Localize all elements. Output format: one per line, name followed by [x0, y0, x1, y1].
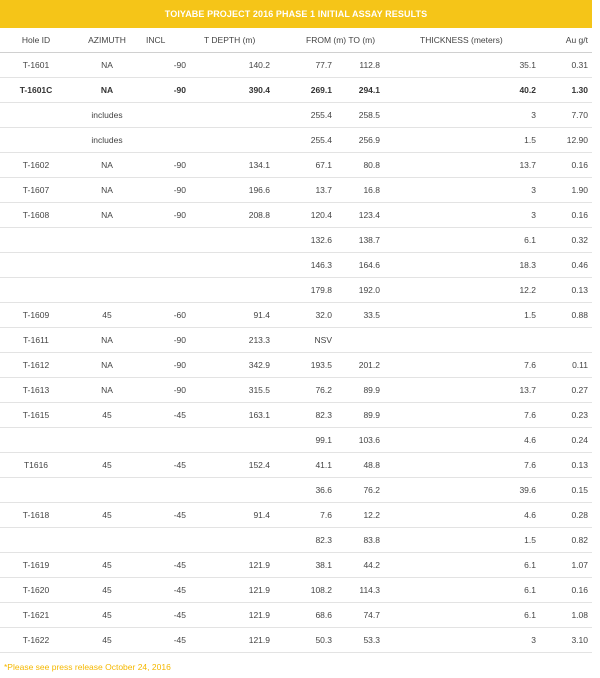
cell-thickness: 7.6	[390, 453, 542, 478]
table-row	[0, 553, 592, 578]
cell-tdepth: 315.5	[196, 378, 282, 403]
cell-azimuth: NA	[72, 353, 142, 378]
cell-hole-id: T-1613	[0, 378, 72, 403]
cell-azimuth	[72, 428, 142, 453]
cell-to: 44.2	[338, 553, 390, 578]
table-row	[0, 628, 592, 653]
cell-hole-id	[0, 103, 72, 128]
cell-tdepth: 121.9	[196, 628, 282, 653]
cell-tdepth	[196, 478, 282, 503]
cell-incl: -45	[142, 553, 196, 578]
cell-tdepth	[196, 103, 282, 128]
cell-to: 123.4	[338, 203, 390, 228]
cell-tdepth	[196, 228, 282, 253]
table-header-row	[0, 28, 592, 53]
table-row	[0, 378, 592, 403]
cell-tdepth: 213.3	[196, 328, 282, 353]
cell-from: 146.3	[282, 253, 338, 278]
cell-azimuth	[72, 253, 142, 278]
cell-to: 114.3	[338, 578, 390, 603]
cell-azimuth: NA	[72, 203, 142, 228]
cell-thickness: 13.7	[390, 378, 542, 403]
cell-tdepth: 208.8	[196, 203, 282, 228]
cell-au: 0.16	[542, 578, 592, 603]
cell-azimuth: includes	[72, 128, 142, 153]
cell-azimuth: 45	[72, 578, 142, 603]
cell-to: 12.2	[338, 503, 390, 528]
cell-incl	[142, 528, 196, 553]
cell-tdepth: 390.4	[196, 78, 282, 103]
cell-thickness: 40.2	[390, 78, 542, 103]
cell-azimuth	[72, 228, 142, 253]
cell-incl: -90	[142, 153, 196, 178]
cell-thickness: 6.1	[390, 553, 542, 578]
cell-hole-id	[0, 528, 72, 553]
cell-thickness: 1.5	[390, 128, 542, 153]
cell-to: 76.2	[338, 478, 390, 503]
table-row	[0, 128, 592, 153]
cell-incl: -90	[142, 203, 196, 228]
table-row	[0, 153, 592, 178]
cell-tdepth: 121.9	[196, 603, 282, 628]
cell-thickness: 7.6	[390, 403, 542, 428]
table-row	[0, 603, 592, 628]
cell-tdepth: 91.4	[196, 503, 282, 528]
cell-au: 0.46	[542, 253, 592, 278]
cell-hole-id	[0, 253, 72, 278]
cell-au: 0.24	[542, 428, 592, 453]
cell-tdepth: 134.1	[196, 153, 282, 178]
cell-tdepth: 140.2	[196, 53, 282, 78]
header-hole-id: Hole ID	[0, 28, 72, 53]
table-row	[0, 53, 592, 78]
cell-hole-id: T-1601C	[0, 78, 72, 103]
cell-au: 7.70	[542, 103, 592, 128]
table-row	[0, 103, 592, 128]
cell-thickness: 6.1	[390, 578, 542, 603]
cell-incl	[142, 428, 196, 453]
cell-au: 1.30	[542, 78, 592, 103]
cell-from: 67.1	[282, 153, 338, 178]
cell-au: 1.08	[542, 603, 592, 628]
cell-from: 77.7	[282, 53, 338, 78]
cell-incl	[142, 478, 196, 503]
table-row	[0, 303, 592, 328]
cell-to: 48.8	[338, 453, 390, 478]
cell-incl: -90	[142, 78, 196, 103]
assay-results-table	[0, 28, 592, 653]
cell-thickness: 1.5	[390, 528, 542, 553]
cell-thickness: 18.3	[390, 253, 542, 278]
cell-incl: -90	[142, 53, 196, 78]
cell-to	[338, 328, 390, 353]
cell-from: 36.6	[282, 478, 338, 503]
cell-tdepth	[196, 528, 282, 553]
cell-azimuth: NA	[72, 153, 142, 178]
cell-azimuth: 45	[72, 453, 142, 478]
cell-azimuth: 45	[72, 403, 142, 428]
cell-from: 269.1	[282, 78, 338, 103]
cell-au: 0.15	[542, 478, 592, 503]
cell-hole-id	[0, 478, 72, 503]
cell-incl	[142, 128, 196, 153]
cell-thickness: 3	[390, 203, 542, 228]
cell-thickness: 35.1	[390, 53, 542, 78]
cell-to: 294.1	[338, 78, 390, 103]
cell-azimuth	[72, 278, 142, 303]
cell-thickness: 7.6	[390, 353, 542, 378]
table-body	[0, 53, 592, 653]
cell-thickness: 39.6	[390, 478, 542, 503]
header-from-to: FROM (m) TO (m)	[282, 28, 390, 53]
cell-incl: -45	[142, 628, 196, 653]
cell-incl: -90	[142, 328, 196, 353]
cell-from: 50.3	[282, 628, 338, 653]
cell-incl: -90	[142, 378, 196, 403]
cell-to: 80.8	[338, 153, 390, 178]
cell-to: 112.8	[338, 53, 390, 78]
cell-to: 16.8	[338, 178, 390, 203]
table-row	[0, 178, 592, 203]
cell-tdepth: 342.9	[196, 353, 282, 378]
table-row	[0, 453, 592, 478]
cell-azimuth: 45	[72, 628, 142, 653]
cell-azimuth: 45	[72, 303, 142, 328]
cell-incl: -45	[142, 603, 196, 628]
cell-hole-id: T-1602	[0, 153, 72, 178]
header-au: Au g/t	[542, 28, 592, 53]
cell-azimuth: NA	[72, 178, 142, 203]
table-row	[0, 528, 592, 553]
cell-from: 7.6	[282, 503, 338, 528]
cell-to: 33.5	[338, 303, 390, 328]
cell-to: 164.6	[338, 253, 390, 278]
cell-au: 0.16	[542, 153, 592, 178]
cell-azimuth	[72, 528, 142, 553]
table-row	[0, 78, 592, 103]
cell-tdepth: 91.4	[196, 303, 282, 328]
cell-au: 0.88	[542, 303, 592, 328]
table-row	[0, 503, 592, 528]
cell-thickness: 13.7	[390, 153, 542, 178]
cell-to: 83.8	[338, 528, 390, 553]
cell-hole-id: T-1611	[0, 328, 72, 353]
cell-au: 0.27	[542, 378, 592, 403]
table-row	[0, 203, 592, 228]
header-incl: INCL	[142, 28, 196, 53]
cell-hole-id: T-1607	[0, 178, 72, 203]
cell-incl: -45	[142, 403, 196, 428]
cell-to: 89.9	[338, 378, 390, 403]
cell-incl: -90	[142, 178, 196, 203]
cell-from: 68.6	[282, 603, 338, 628]
cell-au: 12.90	[542, 128, 592, 153]
cell-to: 89.9	[338, 403, 390, 428]
cell-to: 256.9	[338, 128, 390, 153]
cell-tdepth: 121.9	[196, 553, 282, 578]
table-row	[0, 578, 592, 603]
cell-au: 0.13	[542, 278, 592, 303]
table-row	[0, 403, 592, 428]
cell-tdepth	[196, 128, 282, 153]
table-title: TOIYABE PROJECT 2016 PHASE 1 INITIAL ASSAY RESULTS	[0, 0, 592, 28]
cell-hole-id: T-1618	[0, 503, 72, 528]
cell-thickness: 3	[390, 103, 542, 128]
footnote: *Please see press release October 24, 2016	[4, 662, 171, 672]
cell-tdepth: 196.6	[196, 178, 282, 203]
cell-au: 3.10	[542, 628, 592, 653]
cell-au: 1.90	[542, 178, 592, 203]
cell-hole-id: T-1615	[0, 403, 72, 428]
cell-from: 38.1	[282, 553, 338, 578]
cell-hole-id: T-1620	[0, 578, 72, 603]
cell-incl: -90	[142, 353, 196, 378]
cell-hole-id	[0, 228, 72, 253]
cell-au: 0.16	[542, 203, 592, 228]
table-row	[0, 428, 592, 453]
header-thickness: THICKNESS (meters)	[390, 28, 542, 53]
cell-to: 192.0	[338, 278, 390, 303]
cell-thickness: 3	[390, 178, 542, 203]
cell-azimuth: NA	[72, 328, 142, 353]
cell-hole-id: T-1619	[0, 553, 72, 578]
table-row	[0, 478, 592, 503]
cell-from: 120.4	[282, 203, 338, 228]
cell-thickness: 4.6	[390, 428, 542, 453]
cell-azimuth: NA	[72, 378, 142, 403]
table-row	[0, 353, 592, 378]
cell-from: 99.1	[282, 428, 338, 453]
cell-azimuth: 45	[72, 503, 142, 528]
cell-from: 82.3	[282, 528, 338, 553]
header-azimuth: AZIMUTH	[72, 28, 142, 53]
cell-incl	[142, 103, 196, 128]
cell-tdepth	[196, 428, 282, 453]
cell-au: 0.32	[542, 228, 592, 253]
table-row	[0, 328, 592, 353]
cell-azimuth: 45	[72, 553, 142, 578]
cell-incl: -45	[142, 503, 196, 528]
cell-thickness: 4.6	[390, 503, 542, 528]
cell-from: 82.3	[282, 403, 338, 428]
header-tdepth: T DEPTH (m)	[196, 28, 282, 53]
cell-incl: -45	[142, 578, 196, 603]
cell-azimuth: NA	[72, 78, 142, 103]
cell-to: 138.7	[338, 228, 390, 253]
table-row	[0, 278, 592, 303]
cell-from: 41.1	[282, 453, 338, 478]
cell-from: 193.5	[282, 353, 338, 378]
cell-incl: -45	[142, 453, 196, 478]
cell-tdepth	[196, 253, 282, 278]
cell-from: 179.8	[282, 278, 338, 303]
cell-hole-id: T1616	[0, 453, 72, 478]
cell-azimuth	[72, 478, 142, 503]
cell-to: 201.2	[338, 353, 390, 378]
cell-azimuth: NA	[72, 53, 142, 78]
cell-hole-id: T-1601	[0, 53, 72, 78]
table-row	[0, 253, 592, 278]
cell-tdepth	[196, 278, 282, 303]
cell-thickness	[390, 328, 542, 353]
cell-to: 53.3	[338, 628, 390, 653]
cell-thickness: 3	[390, 628, 542, 653]
cell-au: 0.13	[542, 453, 592, 478]
cell-au	[542, 328, 592, 353]
cell-hole-id: T-1608	[0, 203, 72, 228]
cell-tdepth: 163.1	[196, 403, 282, 428]
cell-azimuth: 45	[72, 603, 142, 628]
cell-au: 0.11	[542, 353, 592, 378]
cell-au: 0.82	[542, 528, 592, 553]
table-row	[0, 228, 592, 253]
cell-from: 76.2	[282, 378, 338, 403]
cell-tdepth: 121.9	[196, 578, 282, 603]
cell-from: 32.0	[282, 303, 338, 328]
cell-from: 13.7	[282, 178, 338, 203]
cell-from: 108.2	[282, 578, 338, 603]
cell-thickness: 12.2	[390, 278, 542, 303]
cell-hole-id	[0, 278, 72, 303]
cell-incl	[142, 228, 196, 253]
cell-hole-id	[0, 428, 72, 453]
cell-from: NSV	[282, 328, 338, 353]
cell-to: 74.7	[338, 603, 390, 628]
cell-thickness: 1.5	[390, 303, 542, 328]
cell-hole-id: T-1622	[0, 628, 72, 653]
cell-incl: -60	[142, 303, 196, 328]
cell-from: 255.4	[282, 128, 338, 153]
cell-au: 0.31	[542, 53, 592, 78]
cell-incl	[142, 253, 196, 278]
cell-hole-id: T-1612	[0, 353, 72, 378]
cell-hole-id: T-1621	[0, 603, 72, 628]
cell-incl	[142, 278, 196, 303]
cell-thickness: 6.1	[390, 228, 542, 253]
cell-azimuth: includes	[72, 103, 142, 128]
cell-tdepth: 152.4	[196, 453, 282, 478]
cell-au: 0.23	[542, 403, 592, 428]
cell-thickness: 6.1	[390, 603, 542, 628]
cell-to: 258.5	[338, 103, 390, 128]
cell-hole-id	[0, 128, 72, 153]
cell-from: 132.6	[282, 228, 338, 253]
cell-au: 1.07	[542, 553, 592, 578]
cell-hole-id: T-1609	[0, 303, 72, 328]
cell-from: 255.4	[282, 103, 338, 128]
cell-to: 103.6	[338, 428, 390, 453]
cell-au: 0.28	[542, 503, 592, 528]
